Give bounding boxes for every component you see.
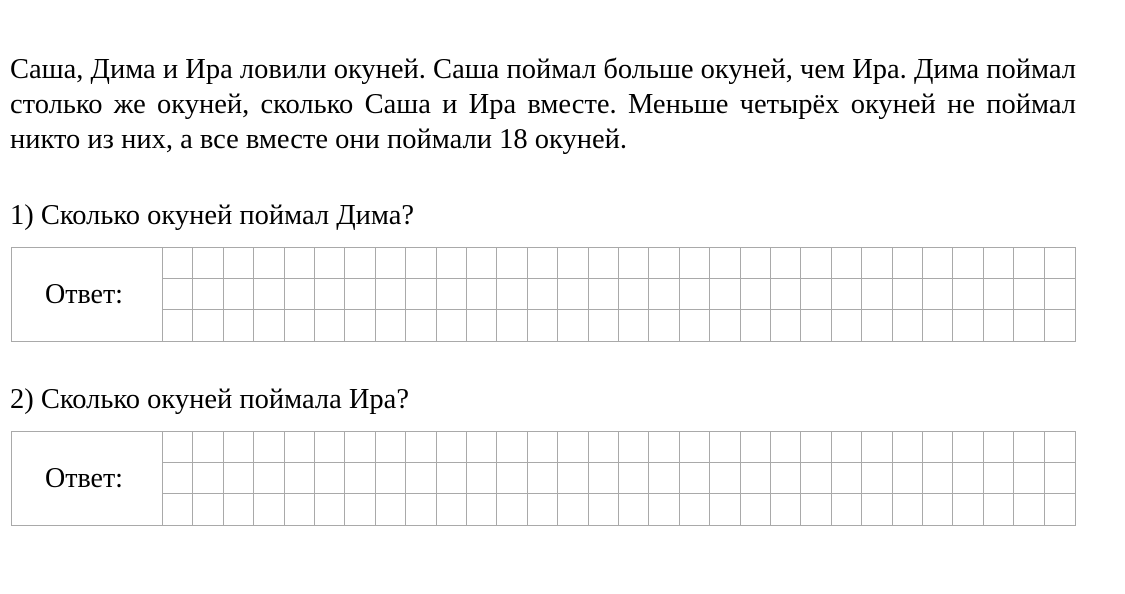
answer-cell[interactable] (589, 494, 619, 525)
answer-cell[interactable] (619, 494, 649, 525)
answer-cell[interactable] (345, 248, 375, 279)
answer-cell[interactable] (710, 463, 740, 494)
answer-cell[interactable] (315, 279, 345, 310)
answer-cell[interactable] (406, 248, 436, 279)
answer-cell[interactable] (497, 494, 527, 525)
answer-cell[interactable] (862, 279, 892, 310)
answer-cell[interactable] (680, 432, 710, 463)
answer-cell[interactable] (649, 494, 679, 525)
answer-cell[interactable] (437, 310, 467, 341)
answer-cell[interactable] (741, 279, 771, 310)
answer-cell[interactable] (193, 494, 223, 525)
answer-cell[interactable] (224, 463, 254, 494)
answer-cell[interactable] (801, 248, 831, 279)
answer-cell[interactable] (193, 432, 223, 463)
answer-cell[interactable] (437, 279, 467, 310)
answer-cell[interactable] (1014, 463, 1044, 494)
answer-cell[interactable] (710, 248, 740, 279)
answer-cell[interactable] (893, 463, 923, 494)
answer-cell[interactable] (345, 279, 375, 310)
answer-cell[interactable] (832, 494, 862, 525)
answer-cell[interactable] (467, 463, 497, 494)
answer-cell[interactable] (984, 310, 1014, 341)
answer-cell[interactable] (619, 463, 649, 494)
answer-cell[interactable] (376, 432, 406, 463)
answer-cell[interactable] (376, 463, 406, 494)
answer-cell[interactable] (1014, 432, 1044, 463)
answer-cell[interactable] (497, 310, 527, 341)
answer-cell[interactable] (984, 494, 1014, 525)
answer-cell[interactable] (953, 432, 983, 463)
answer-cell[interactable] (680, 463, 710, 494)
answer-cell[interactable] (163, 463, 193, 494)
answer-cell[interactable] (315, 494, 345, 525)
answer-cell[interactable] (953, 248, 983, 279)
answer-cell[interactable] (649, 248, 679, 279)
answer-cell[interactable] (254, 463, 284, 494)
answer-cell[interactable] (254, 494, 284, 525)
answer-cell[interactable] (315, 248, 345, 279)
answer-cell[interactable] (1045, 279, 1075, 310)
question-2: 2) Сколько окуней поймала Ира? (10, 384, 409, 415)
answer-cell[interactable] (741, 310, 771, 341)
answer-cell[interactable] (1045, 432, 1075, 463)
answer-cell[interactable] (345, 310, 375, 341)
answer-cell[interactable] (923, 248, 953, 279)
answer-cell[interactable] (163, 248, 193, 279)
answer-cell[interactable] (1014, 494, 1044, 525)
answer-cell[interactable] (680, 279, 710, 310)
answer-cell[interactable] (953, 494, 983, 525)
answer-cell[interactable] (953, 279, 983, 310)
answer-cell[interactable] (528, 432, 558, 463)
answer-cell[interactable] (984, 463, 1014, 494)
answer-cell[interactable] (771, 494, 801, 525)
answer-cell[interactable] (832, 432, 862, 463)
answer-cell[interactable] (315, 463, 345, 494)
answer-cell[interactable] (589, 463, 619, 494)
answer-cell[interactable] (1014, 279, 1044, 310)
answer-cell[interactable] (862, 310, 892, 341)
answer-cell[interactable] (437, 432, 467, 463)
answer-cell[interactable] (193, 463, 223, 494)
answer-cell[interactable] (285, 248, 315, 279)
answer-cell[interactable] (832, 463, 862, 494)
answer-cell[interactable] (437, 463, 467, 494)
answer-cell[interactable] (345, 432, 375, 463)
answer-cell[interactable] (406, 432, 436, 463)
answer-cell[interactable] (1014, 248, 1044, 279)
answer-cell[interactable] (558, 432, 588, 463)
answer-cell[interactable] (771, 432, 801, 463)
answer-cell[interactable] (224, 310, 254, 341)
answer-cell[interactable] (528, 310, 558, 341)
answer-cell[interactable] (285, 463, 315, 494)
answer-cell[interactable] (558, 310, 588, 341)
answer-cell[interactable] (741, 494, 771, 525)
answer-cell[interactable] (163, 494, 193, 525)
answer-cell[interactable] (771, 310, 801, 341)
answer-cell[interactable] (589, 248, 619, 279)
answer-cell[interactable] (953, 463, 983, 494)
answer-grid-2[interactable] (162, 432, 1075, 525)
answer-cell[interactable] (163, 279, 193, 310)
answer-cell[interactable] (862, 432, 892, 463)
answer-cell[interactable] (741, 463, 771, 494)
answer-cell[interactable] (224, 279, 254, 310)
answer-cell[interactable] (376, 279, 406, 310)
answer-box-2 (11, 431, 1076, 526)
answer-cell[interactable] (741, 432, 771, 463)
answer-cell[interactable] (406, 463, 436, 494)
answer-cell[interactable] (558, 279, 588, 310)
answer-cell[interactable] (771, 463, 801, 494)
answer-cell[interactable] (497, 463, 527, 494)
answer-cell[interactable] (893, 310, 923, 341)
answer-cell[interactable] (771, 279, 801, 310)
answer-cell[interactable] (497, 279, 527, 310)
answer-cell[interactable] (1045, 310, 1075, 341)
answer-cell[interactable] (528, 279, 558, 310)
answer-cell[interactable] (619, 310, 649, 341)
answer-cell[interactable] (741, 248, 771, 279)
answer-cell[interactable] (163, 310, 193, 341)
answer-cell[interactable] (1045, 494, 1075, 525)
answer-cell[interactable] (285, 279, 315, 310)
answer-cell[interactable] (923, 310, 953, 341)
answer-cell[interactable] (619, 279, 649, 310)
answer-cell[interactable] (589, 310, 619, 341)
answer-cell[interactable] (285, 432, 315, 463)
answer-cell[interactable] (801, 279, 831, 310)
answer-cell[interactable] (254, 279, 284, 310)
answer-cell[interactable] (437, 494, 467, 525)
answer-cell[interactable] (893, 279, 923, 310)
problem-statement: Саша, Дима и Ира ловили окуней. Саша поймал больше окуней, чем Ира. Дима поймал столько же окуней, сколько Саша и Ира вместе. Меньше четырёх окуней не поймал никто из них, а все вместе они поймали 18 окуней. (10, 54, 1076, 155)
answer-cell[interactable] (528, 248, 558, 279)
answer-cell[interactable] (224, 494, 254, 525)
answer-cell[interactable] (1014, 310, 1044, 341)
answer-cell[interactable] (497, 432, 527, 463)
answer-cell[interactable] (345, 463, 375, 494)
answer-cell[interactable] (649, 432, 679, 463)
answer-cell[interactable] (285, 310, 315, 341)
answer-cell[interactable] (923, 463, 953, 494)
answer-cell[interactable] (315, 432, 345, 463)
answer-cell[interactable] (832, 310, 862, 341)
answer-cell[interactable] (285, 494, 315, 525)
answer-cell[interactable] (528, 463, 558, 494)
answer-cell[interactable] (163, 432, 193, 463)
question-1: 1) Сколько окуней поймал Дима? (10, 200, 415, 231)
answer-cell[interactable] (862, 494, 892, 525)
answer-cell[interactable] (649, 463, 679, 494)
answer-cell[interactable] (801, 463, 831, 494)
answer-cell[interactable] (467, 432, 497, 463)
answer-grid-1[interactable] (162, 248, 1075, 341)
answer-cell[interactable] (467, 494, 497, 525)
answer-cell[interactable] (893, 248, 923, 279)
answer-cell[interactable] (467, 248, 497, 279)
answer-cell[interactable] (862, 463, 892, 494)
answer-cell[interactable] (984, 248, 1014, 279)
answer-cell[interactable] (406, 279, 436, 310)
answer-cell[interactable] (984, 279, 1014, 310)
answer-box-1 (11, 247, 1076, 342)
answer-cell[interactable] (801, 494, 831, 525)
answer-cell[interactable] (528, 494, 558, 525)
answer-cell[interactable] (315, 310, 345, 341)
answer-cell[interactable] (710, 310, 740, 341)
answer-cell[interactable] (224, 248, 254, 279)
answer-cell[interactable] (224, 432, 254, 463)
answer-cell[interactable] (497, 248, 527, 279)
answer-cell[interactable] (984, 432, 1014, 463)
answer-cell[interactable] (406, 494, 436, 525)
answer-cell[interactable] (254, 310, 284, 341)
answer-cell[interactable] (832, 279, 862, 310)
answer-cell[interactable] (832, 248, 862, 279)
answer-cell[interactable] (589, 279, 619, 310)
answer-cell[interactable] (437, 248, 467, 279)
answer-cell[interactable] (558, 248, 588, 279)
answer-cell[interactable] (254, 248, 284, 279)
answer-cell[interactable] (254, 432, 284, 463)
answer-cell[interactable] (893, 494, 923, 525)
answer-cell[interactable] (953, 310, 983, 341)
answer-cell[interactable] (193, 279, 223, 310)
answer-cell[interactable] (710, 279, 740, 310)
answer-cell[interactable] (619, 248, 649, 279)
answer-cell[interactable] (923, 279, 953, 310)
answer-cell[interactable] (710, 432, 740, 463)
answer-cell[interactable] (893, 432, 923, 463)
answer-cell[interactable] (589, 432, 619, 463)
answer-cell[interactable] (923, 432, 953, 463)
answer-cell[interactable] (558, 463, 588, 494)
answer-cell[interactable] (1045, 463, 1075, 494)
answer-label-1: Ответ: (45, 278, 123, 310)
answer-cell[interactable] (619, 432, 649, 463)
answer-cell[interactable] (680, 494, 710, 525)
answer-cell[interactable] (680, 248, 710, 279)
answer-cell[interactable] (801, 432, 831, 463)
answer-cell[interactable] (710, 494, 740, 525)
answer-cell[interactable] (649, 279, 679, 310)
answer-cell[interactable] (1045, 248, 1075, 279)
answer-label-2: Ответ: (45, 462, 123, 494)
answer-cell[interactable] (771, 248, 801, 279)
answer-cell[interactable] (376, 494, 406, 525)
answer-cell[interactable] (862, 248, 892, 279)
answer-cell[interactable] (923, 494, 953, 525)
answer-cell[interactable] (467, 310, 497, 341)
answer-cell[interactable] (376, 248, 406, 279)
answer-cell[interactable] (406, 310, 436, 341)
answer-cell[interactable] (467, 279, 497, 310)
answer-cell[interactable] (680, 310, 710, 341)
answer-cell[interactable] (193, 248, 223, 279)
answer-cell[interactable] (649, 310, 679, 341)
answer-cell[interactable] (345, 494, 375, 525)
answer-cell[interactable] (558, 494, 588, 525)
answer-cell[interactable] (193, 310, 223, 341)
answer-cell[interactable] (801, 310, 831, 341)
answer-cell[interactable] (376, 310, 406, 341)
